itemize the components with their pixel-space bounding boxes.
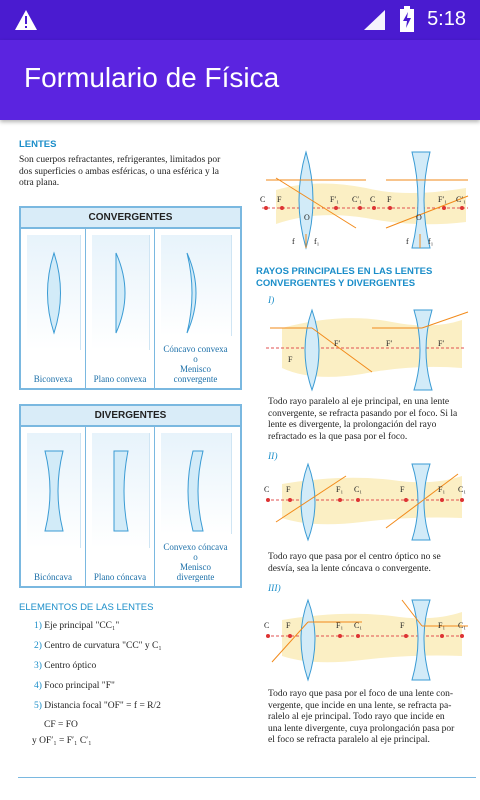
lentes-definition [19,155,243,190]
diagram-label: C₁ [458,621,467,630]
definition-line: Son cuerpos refractantes, refrigerantes, limitados por [19,155,221,165]
diagram-label: f₁ [314,237,320,246]
rayo-number: III) [268,584,281,594]
diagram-label: F [286,621,291,630]
definition-line: dos superficies o ambas esféricas, o una esférica y la [19,166,219,177]
table-title: CONVERGENTES [21,208,240,229]
diagram-label: C [370,195,376,204]
rayo-2-diagram [262,460,470,544]
diagram-label: O [416,213,422,222]
plano-concave-lens-icon [112,449,130,533]
diagram-label: f [292,237,295,246]
diagram-label: F [400,621,405,630]
cell-label: Plano convexa [93,374,147,384]
diagram-label: F₁ [438,485,446,494]
diagram-label: F [400,485,405,494]
diagram-label: C′₁ [352,195,362,204]
convergentes-table [19,206,242,390]
elemento-item: 5) Distancia focal "OF" = f = R/2 [34,701,161,711]
definition-line: otra plana. [19,178,60,188]
lens-cell-plano-convexa [86,229,155,388]
elemento-item: 3) Centro óptico [34,661,97,671]
rayo-1-text: Todo rayo paralelo al eje principal, en una lente convergente, se refracta pasando por el foco. Si la lente es divergente, la prolongación del rayo refractado es la que pasa por el foco. [268,397,458,442]
warning-icon [14,9,38,31]
diagram-label: C₁ [458,485,467,494]
lens-cell-menisco-convergente [155,229,236,388]
diagram-label: f [406,237,409,246]
signal-icon [364,10,386,30]
status-time: 5:18 [427,8,466,30]
diagram-label: F′₁ [330,195,339,204]
formula-of: y OF′₁ = F′₁ C′₁ [32,736,92,746]
diagram-label: F₁ [438,621,446,630]
diagram-label: C [260,195,266,204]
diagram-label: F′ [438,339,445,348]
elemento-item: 1) Eje principal "CC₁" [34,621,120,631]
rayo-number: I) [268,296,275,306]
biconvex-lens-icon [43,251,65,335]
lens-focal-diagram [256,148,470,256]
table-title: DIVERGENTES [21,406,240,427]
rayo-number: II) [268,452,278,462]
section-title-elementos: ELEMENTOS DE LAS LENTES [19,602,154,613]
meniscus-divergent-lens-icon [181,449,207,533]
diagram-label: C′₁ [456,195,466,204]
diagram-label: F₁ [336,621,344,630]
cell-label: Convexo cóncava o Menisco divergente [163,542,228,582]
diagram-label: F′ [334,339,341,348]
elemento-item: 2) Centro de curvatura "CC" y C₁ [34,641,162,651]
section-title-rayos: RAYOS PRINCIPALES EN LAS LENTES CONVERGENTES Y DIVERGENTES [256,266,433,289]
diagram-label: F [387,195,392,204]
diagram-label: C [264,621,270,630]
plano-convex-lens-icon [114,251,130,335]
lens-cell-biconvexa [21,229,86,388]
diagram-label: F [277,195,282,204]
cell-label: Plano cóncava [93,572,147,582]
diagram-label: F₁ [336,485,344,494]
meniscus-convergent-lens-icon [183,251,205,335]
cell-label: Cóncavo convexa o Menisco convergente [163,344,228,384]
diagram-label: F′ [386,339,393,348]
cell-label: Biconvexa [33,374,73,384]
diagram-label: f₁ [428,237,434,246]
formula-page[interactable] [0,120,480,800]
page-divider [18,777,476,778]
app-title: Formulario de Física [24,62,280,93]
elemento-item: 4) Foco principal "F" [34,681,115,691]
cell-label: Bicóncava [34,572,72,582]
lens-cell-biconcava [21,427,86,586]
divergentes-table [19,404,242,588]
diagram-label: F′₁ [438,195,447,204]
status-bar [0,0,480,40]
section-title-lentes: LENTES [19,139,57,150]
biconcave-lens-icon [43,449,65,533]
diagram-label: C [264,485,270,494]
rayo-3-text: Todo rayo que pasa por el foco de una lente con- vergente, que incide en una lente, se refracta pa- ralelo al eje principal. Todo rayo que incide en una lente divergente, cuya prolongación pasa por el foco se refracta paralelo al eje principal. [268,689,455,745]
lens-cell-menisco-divergente [155,427,236,586]
diagram-label: C₁ [354,485,363,494]
diagram-label: F [286,485,291,494]
rayo-3-diagram [262,596,470,684]
formula-cf: CF = FO [44,720,78,730]
diagram-label: O [304,213,310,222]
app-bar [0,40,480,120]
rayo-1-diagram [262,306,470,394]
lens-cell-plano-concava [86,427,155,586]
diagram-label: C₁ [354,621,363,630]
diagram-label: F [288,355,293,364]
battery-charging-icon [400,6,414,32]
rayo-2-text: Todo rayo que pasa por el centro óptico no se desvía, sea la lente cóncava o convergente. [268,552,441,574]
